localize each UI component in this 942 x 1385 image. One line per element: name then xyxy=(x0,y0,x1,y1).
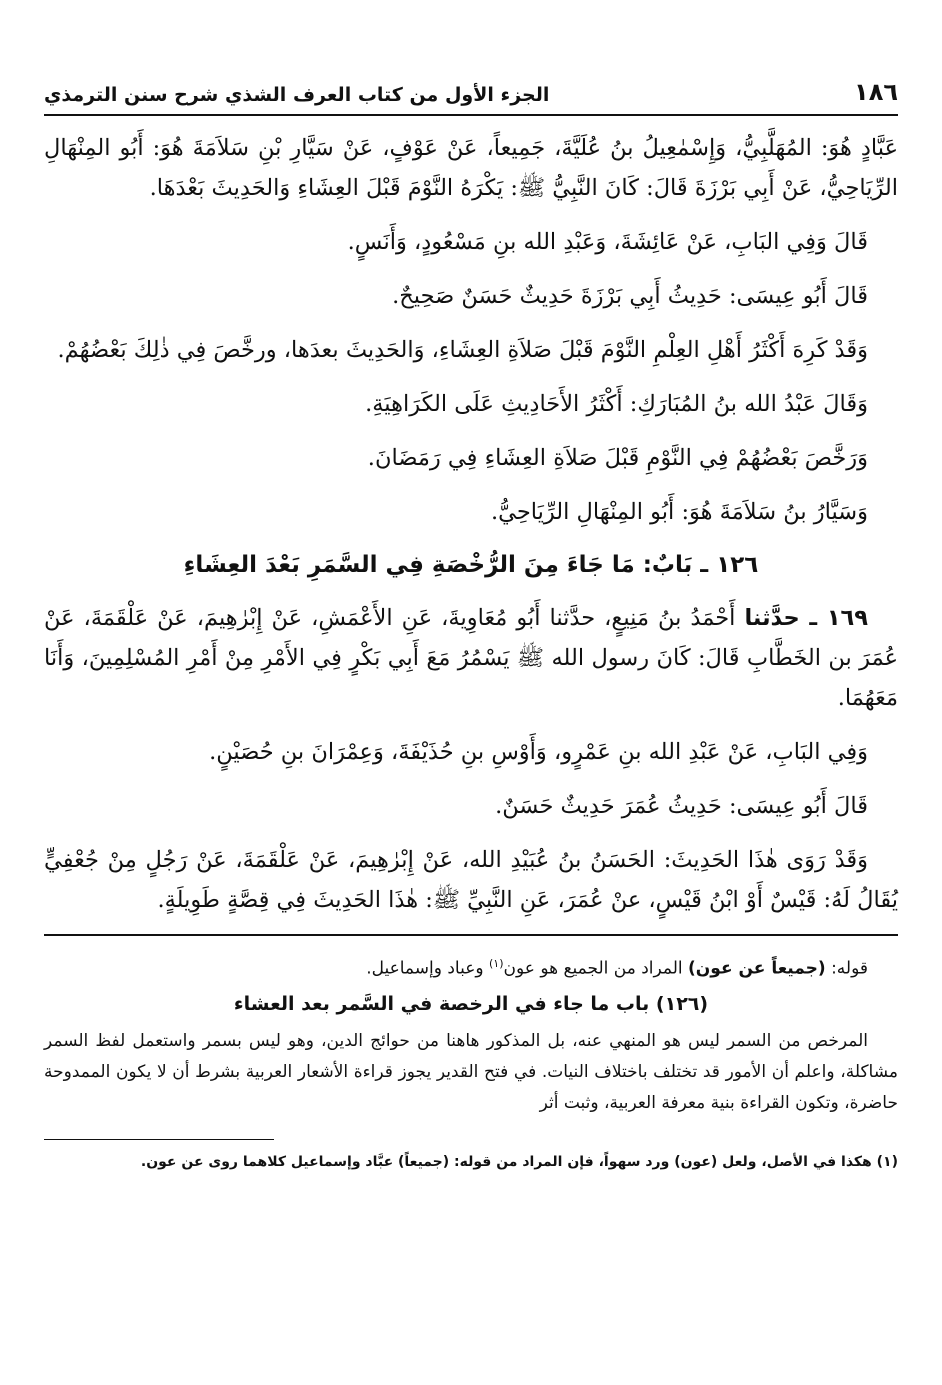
footnote-marker: (١) xyxy=(488,957,504,970)
paragraph: قَالَ أَبُو عِيسَى: حَدِيثُ أَبِي بَرْزَةَ حَدِيثٌ حَسَنٌ صَحِيحٌ. xyxy=(392,283,868,309)
header-rule xyxy=(44,114,898,116)
text-divider xyxy=(44,934,898,936)
commentary-paragraph: المرخص من السمر ليس هو المنهي عنه، بل المذكور هاهنا من حوائج الدين، وهو ليس بسمر واستعمل لفظ السمر مشاكلة، واعلم أن الأمور قد تختلف باختلاف النيات. في فتح القدير يجوز قراءة الأشعار العربية بشرط أن لا يكون الممدوحة حاضرة، وتكون القراءة بنية معرفة العربية، وثبت أثر xyxy=(44,1030,898,1113)
paragraph: وَفِي البَابِ، عَنْ عَبْدِ الله بنِ عَمْرٍو، وَأَوْسِ بنِ حُذَيْفَةَ، وَعِمْرَانَ بنِ حُصَيْنٍ. xyxy=(209,739,868,765)
commentary-paragraph xyxy=(44,948,898,985)
page-header xyxy=(44,56,898,106)
hadith-paragraph xyxy=(44,598,898,718)
main-text xyxy=(44,128,898,920)
hadith-text: أَحْمَدُ بنُ مَنِيعٍ، حدَّثنا أَبُو مُعَاوِيةَ، عَنِ الأَعْمَشِ، عَنْ إِبْرٰهِيمَ، عَنْ عَلْقَمَةَ، عَنْ عُمَرَ بن الخَطَّابِ قَالَ: كَانَ رسول الله ﷺ يَسْمُرُ مَعَ أَبِي بَكْرٍ فِي الأَمْرِ مِنْ أَمْرِ المُسْلِمِينَ، وَأَنَا مَعَهُمَا. xyxy=(44,605,898,711)
commentary-prefix: قوله: xyxy=(831,958,868,979)
paragraph: قَالَ وَفِي البَابِ، عَنْ عَائِشَةَ، وَعَبْدِ الله بنِ مَسْعُودٍ، وَأَنَسٍ. xyxy=(347,229,868,255)
paragraph: عَبَّادٍ هُوَ: المُهَلَّبِيُّ، وَإِسْمٰعِيلُ بنُ عُلَيَّةَ، جَمِيعاً، عَنْ عَوْفٍ، عَنْ سَيَّارِ بْنِ سَلاَمَةَ هُوَ: أَبُو المِنْهَالِ الرِّيَاحِيُّ، عَنْ أَبِي بَرْزَةَ قَالَ: كَانَ النَّبِيُّ ﷺ: يَكْرَهُ النَّوْمَ قَبْلَ العِشَاءِ وَالحَدِيثَ بَعْدَهَا. xyxy=(44,135,898,201)
paragraph: وَقَالَ عَبْدُ الله بنُ المُبَارَكِ: أَكْثَرُ الأَحَادِيثِ عَلَى الكَرَاهِيَةِ. xyxy=(365,391,868,417)
commentary-quote: (جميعاً عن عون) xyxy=(688,958,826,979)
paragraph: وَرَخَّصَ بَعْضُهُمْ فِي النَّوْمِ قَبْلَ صَلاَةِ العِشَاءِ فِي رَمَضَانَ. xyxy=(367,445,868,471)
running-title: الجزء الأول من كتاب العرف الشذي شرح سنن الترمذي xyxy=(44,84,550,106)
page-number: ١٨٦ xyxy=(854,78,898,106)
paragraph: وَسَيَّارُ بنُ سَلاَمَةَ هُوَ: أَبُو المِنْهَالِ الرِّيَاحِيُّ. xyxy=(490,499,868,525)
paragraph: قَالَ أَبُو عِيسَى: حَدِيثُ عُمَرَ حَدِيثٌ حَسَنٌ. xyxy=(495,793,868,819)
paragraph: وَقَدْ كَرِهَ أَكْثَرُ أَهْلِ العِلْمِ النَّوْمَ قَبْلَ صَلاَةِ العِشَاءِ، وَالحَدِيثَ بعدَها، ورخَّصَ فِي ذٰلِكَ بَعْضُهُمْ. xyxy=(57,337,868,363)
footnote-rule xyxy=(44,1139,274,1140)
hadith-number: ١٦٩ ـ حدَّثنا xyxy=(744,605,869,631)
footnote: (١) هكذا في الأصل، ولعل (عون) ورد سهواً، فإن المراد من قوله: (جميعاً) عبَّاد وإسماعيل كلاهما روى عن عون. xyxy=(140,1153,898,1170)
commentary-suffix: وعباد وإسماعيل. xyxy=(366,958,484,979)
commentary-chapter-title: (١٢٦) باب ما جاء في الرخصة في السَّمر بعد العشاء xyxy=(233,992,709,1015)
paragraph: وَقَدْ رَوَى هٰذَا الحَدِيثَ: الحَسَنُ بنُ عُبَيْدِ الله، عَنْ إِبْرٰهِيمَ، عَنْ عَلْقَمَةَ، عَنْ رَجُلٍ مِنْ جُعْفِيٍّ يُقَالُ لَهُ: قَيْسٌ أَوْ ابْنُ قَيْسٍ، عنْ عُمَرَ، عَنِ النَّبِيِّ ﷺ: هٰذَا الحَدِيثَ فِي قِصَّةٍ طَوِيلَةٍ. xyxy=(44,847,898,913)
chapter-title: ١٢٦ ـ بَابٌ: مَا جَاءَ مِنَ الرُّخْصَةِ فِي السَّمَرِ بَعْدَ العِشَاءِ xyxy=(183,552,759,578)
commentary-section xyxy=(44,948,898,1119)
commentary-text: المراد من الجميع هو عون xyxy=(503,958,683,979)
